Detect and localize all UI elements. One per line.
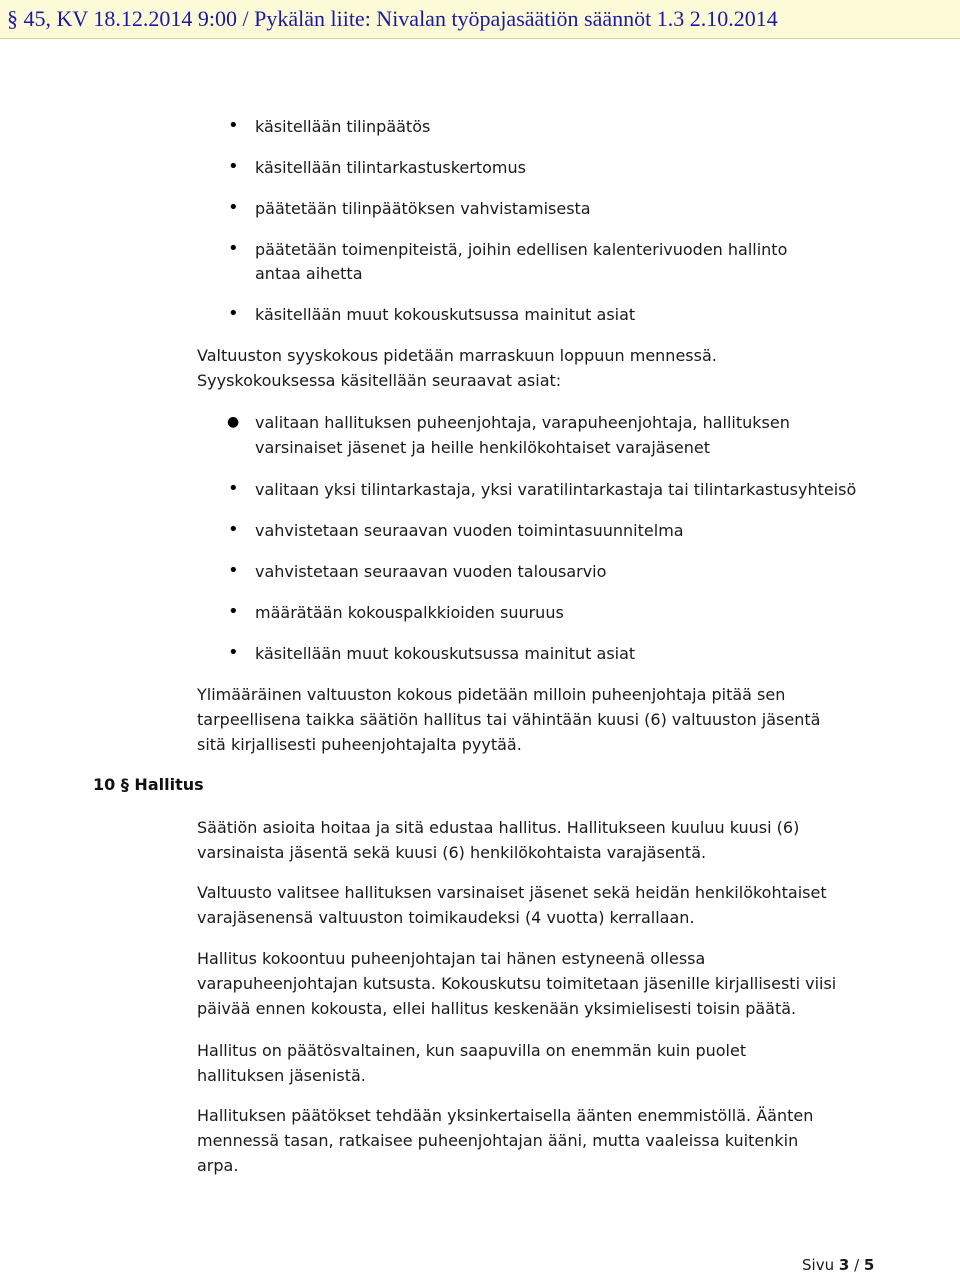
list-item: vahvistetaan seuraavan vuoden toimintasuunnitelma — [255, 521, 684, 540]
list-item: valitaan yksi tilintarkastaja, yksi varatilintarkastaja tai tilintarkastusyhteisö — [255, 480, 857, 499]
paragraph-line: mennessä tasan, ratkaisee puheenjohtajan ääni, mutta vaaleissa kuitenkin — [197, 1131, 799, 1150]
paragraph-line: hallituksen jäsenistä. — [197, 1066, 366, 1085]
page-number — [802, 1256, 874, 1274]
page-label: Sivu — [802, 1256, 835, 1274]
bullet-icon: • — [228, 478, 239, 499]
bullet-icon: • — [228, 156, 239, 177]
paragraph-line: Syyskokouksessa käsitellään seuraavat asiat: — [197, 371, 562, 390]
list-item-continuation: antaa aihetta — [255, 264, 363, 283]
list-item: määrätään kokouspalkkioiden suuruus — [255, 603, 564, 622]
section-number: 10 — [93, 775, 116, 794]
paragraph-line: sitä kirjallisesti puheenjohtajalta pyytää. — [197, 735, 522, 754]
bullet-icon: • — [228, 601, 239, 622]
paragraph-line: varajäsenensä valtuuston toimikaudeksi (4 vuotta) kerrallaan. — [197, 908, 695, 927]
list-item: vahvistetaan seuraavan vuoden talousarvio — [255, 562, 607, 581]
bullet-icon: • — [228, 115, 239, 136]
section-heading — [93, 775, 204, 794]
page-separator: / — [854, 1256, 860, 1274]
section-title: Hallitus — [134, 775, 204, 794]
paragraph-line: Valtuusto valitsee hallituksen varsinaiset jäsenet sekä heidän henkilökohtaiset — [197, 883, 827, 902]
paragraph-line: arpa. — [197, 1156, 239, 1175]
paragraph-line: Hallitus on päätösvaltainen, kun saapuvilla on enemmän kuin puolet — [197, 1041, 747, 1060]
bullet-icon: • — [228, 197, 239, 218]
paragraph-line: varsinaista jäsentä sekä kuusi (6) henkilökohtaista varajäsentä. — [197, 843, 707, 862]
paragraph-line: Valtuuston syyskokous pidetään marraskuun loppuun mennessä. — [197, 346, 717, 365]
section-symbol: § — [120, 775, 129, 794]
page-total: 5 — [863, 1256, 875, 1274]
page-current: 3 — [838, 1256, 850, 1274]
bullet-icon: • — [228, 560, 239, 581]
paragraph-line: Hallituksen päätökset tehdään yksinkertaisella äänten enemmistöllä. Äänten — [197, 1106, 814, 1125]
document-header-bar — [0, 0, 960, 39]
paragraph-line: varapuheenjohtajan kutsusta. Kokouskutsu toimitetaan jäsenille kirjallisesti viisi — [197, 974, 837, 993]
paragraph-line: Hallitus kokoontuu puheenjohtajan tai hänen estyneenä ollessa — [197, 949, 706, 968]
document-header-title: § 45, KV 18.12.2014 9:00 / Pykälän liite: Nivalan työpajasäätiön säännöt 1.3 2.10.2014 — [7, 6, 778, 31]
bullet-icon: • — [228, 303, 239, 324]
paragraph-line: Ylimääräinen valtuuston kokous pidetään milloin puheenjohtaja pitää sen — [197, 685, 786, 704]
bullet-icon: • — [228, 519, 239, 540]
paragraph-line: tarpeellisena taikka säätiön hallitus tai vähintään kuusi (6) valtuuston jäsentä — [197, 710, 821, 729]
list-item: päätetään tilinpäätöksen vahvistamisesta — [255, 199, 591, 218]
list-item: käsitellään tilinpäätös — [255, 117, 431, 136]
bullet-icon: • — [228, 642, 239, 663]
bullet-icon: • — [228, 238, 239, 259]
list-item: käsitellään muut kokouskutsussa mainitut asiat — [255, 644, 636, 663]
paragraph-line: Säätiön asioita hoitaa ja sitä edustaa hallitus. Hallitukseen kuuluu kuusi (6) — [197, 818, 800, 837]
list-item-continuation: varsinaiset jäsenet ja heille henkilökohtaiset varajäsenet — [255, 438, 711, 457]
list-item: käsitellään tilintarkastuskertomus — [255, 158, 526, 177]
list-item: päätetään toimenpiteistä, joihin edellisen kalenterivuoden hallinto — [255, 240, 788, 259]
paragraph-line: päivää ennen kokousta, ellei hallitus keskenään yksimielisesti toisin päätä. — [197, 999, 797, 1018]
hollow-bullet-icon: ● — [227, 414, 240, 430]
list-item: valitaan hallituksen puheenjohtaja, varapuheenjohtaja, hallituksen — [255, 413, 790, 432]
list-item: käsitellään muut kokouskutsussa mainitut asiat — [255, 305, 636, 324]
